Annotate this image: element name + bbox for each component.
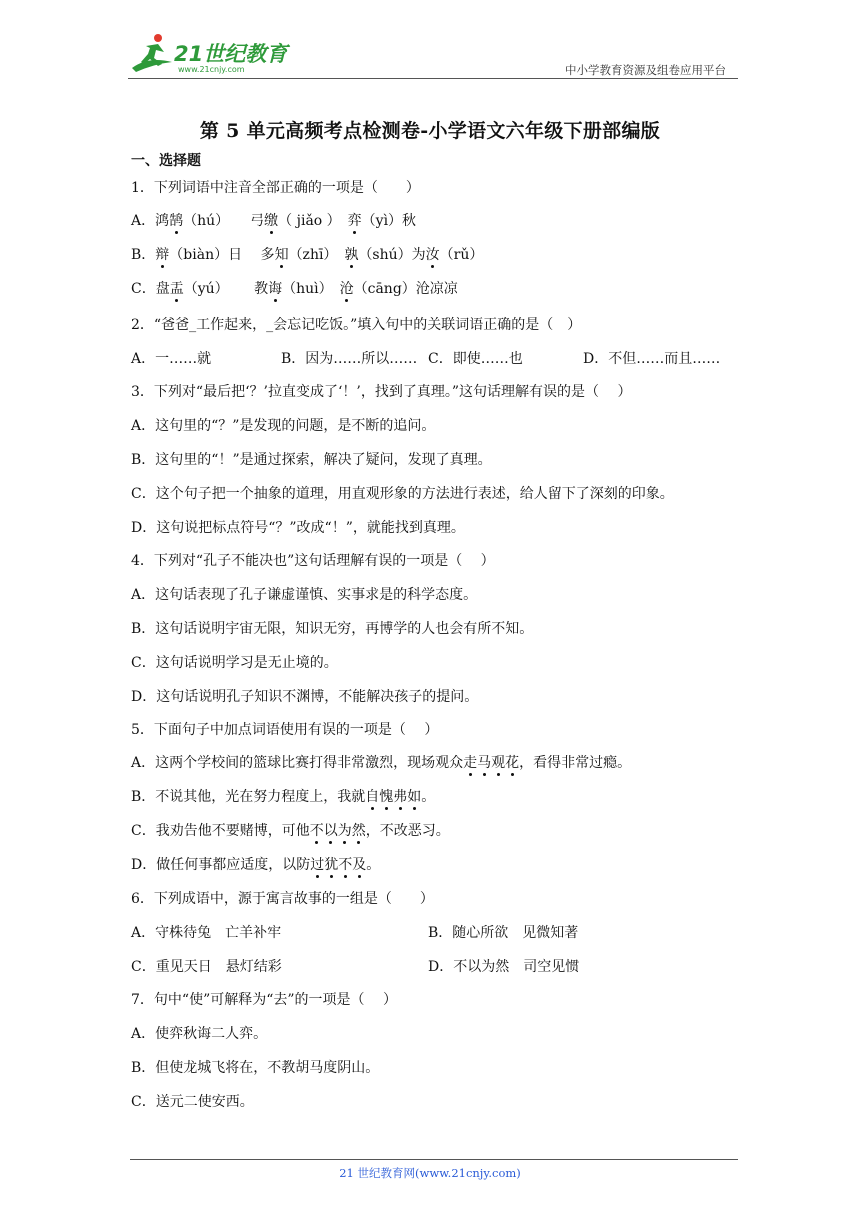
page-title: 第 5 单元高频考点检测卷-小学语文六年级下册部编版: [199, 120, 661, 142]
emphasized-word: 过犹不及: [310, 857, 367, 873]
site-logo: [128, 32, 298, 76]
question-5-option-c: C．我劝告他不要赌博，可他不以为然，不改恶习。: [131, 823, 450, 839]
question-1-option-b: B．辩（biàn）日 多知（zhī） 孰（shú）为汝（rǔ）: [131, 247, 484, 263]
question-3-option-a: A．这句里的“？”是发现的问题，是不断的追问。: [131, 418, 436, 434]
question-1-stem: 1．下列词语中注音全部正确的一项是（ ）: [131, 180, 420, 196]
question-5-option-d: D．做任何事都应适度，以防过犹不及。: [131, 857, 381, 873]
runner-logo-icon: [128, 32, 176, 76]
question-7-option-c: C．送元二使安西。: [131, 1094, 254, 1110]
logo-text: 21世纪教育: [174, 42, 288, 66]
question-6-option-c: C．重见天日 悬灯结彩: [131, 959, 282, 975]
header-platform-text: 中小学教育资源及组卷应用平台: [565, 63, 726, 77]
question-6-option-a: A．守株待兔 亡羊补牢: [131, 925, 282, 941]
question-4-option-b: B．这句话说明宇宙无限，知识无穷，再博学的人也会有所不知。: [131, 621, 534, 637]
footer-link[interactable]: 21 世纪教育网(www.21cnjy.com): [339, 1166, 521, 1180]
question-2-option-d: D．不但……而且……: [583, 351, 721, 367]
question-6-option-d: D．不以为然 司空见惯: [428, 959, 580, 975]
question-1-option-c: C．盘盂（yú） 教诲（huì） 沧（cāng）沧凉凉: [131, 281, 458, 297]
question-5-option-b: B．不说其他，光在努力程度上，我就自愧弗如。: [131, 789, 436, 805]
question-2-stem: 2．“爸爸_工作起来，_会忘记吃饭。”填入句中的关联词语正确的是（ ）: [131, 317, 582, 333]
question-2-option-b: B．因为……所以……: [281, 351, 418, 367]
question-3-option-b: B．这句里的“！”是通过探索，解决了疑问，发现了真理。: [131, 452, 492, 468]
question-5-stem: 5．下面句子中加点词语使用有误的一项是（ ）: [131, 722, 439, 738]
emphasized-word: 不以为然: [309, 823, 366, 839]
emphasized-word: 走马观花: [463, 755, 520, 771]
question-3-option-d: D．这句说把标点符号“？”改成“！”，就能找到真理。: [131, 520, 465, 536]
emphasized-word: 自愧弗如: [365, 789, 422, 805]
question-2-option-a: A．一……就: [131, 351, 212, 367]
question-5-option-a: A．这两个学校间的篮球比赛打得非常激烈，现场观众走马观花，看得非常过瘾。: [131, 755, 632, 771]
question-1-option-a: A．鸿鹄（hú） 弓缴（ jiǎo ） 弈（yì）秋: [131, 213, 417, 229]
section-heading: 一、选择题: [131, 153, 201, 169]
logo-url: www.21cnjy.com: [178, 65, 245, 74]
question-7-option-a: A．使弈秋诲二人弈。: [131, 1026, 268, 1042]
question-3-stem: 3．下列对“最后把‘？’拉直变成了‘！’，找到了真理。”这句话理解有误的是（ ）: [131, 384, 632, 400]
question-4-option-d: D．这句话说明孔子知识不渊博，不能解决孩子的提问。: [131, 689, 479, 705]
question-6-option-b: B．随心所欲 见微知著: [428, 925, 579, 941]
question-4-option-a: A．这句话表现了孔子谦虚谨慎、实事求是的科学态度。: [131, 587, 478, 603]
question-7-stem: 7．句中“使”可解释为“去”的一项是（ ）: [131, 992, 397, 1008]
question-7-option-b: B．但使龙城飞将在，不教胡马度阴山。: [131, 1060, 380, 1076]
question-6-stem: 6．下列成语中，源于寓言故事的一组是（ ）: [131, 891, 434, 907]
question-2-option-c: C．即使……也: [428, 351, 523, 367]
question-3-option-c: C．这个句子把一个抽象的道理，用直观形象的方法进行表述，给人留下了深刻的印象。: [131, 486, 674, 502]
footer-divider: [130, 1159, 738, 1160]
question-4-option-c: C．这句话说明学习是无止境的。: [131, 655, 338, 671]
header-divider: [128, 78, 738, 79]
page-header: [128, 30, 738, 80]
question-4-stem: 4．下列对“孔子不能决也”这句话理解有误的一项是（ ）: [131, 553, 495, 569]
